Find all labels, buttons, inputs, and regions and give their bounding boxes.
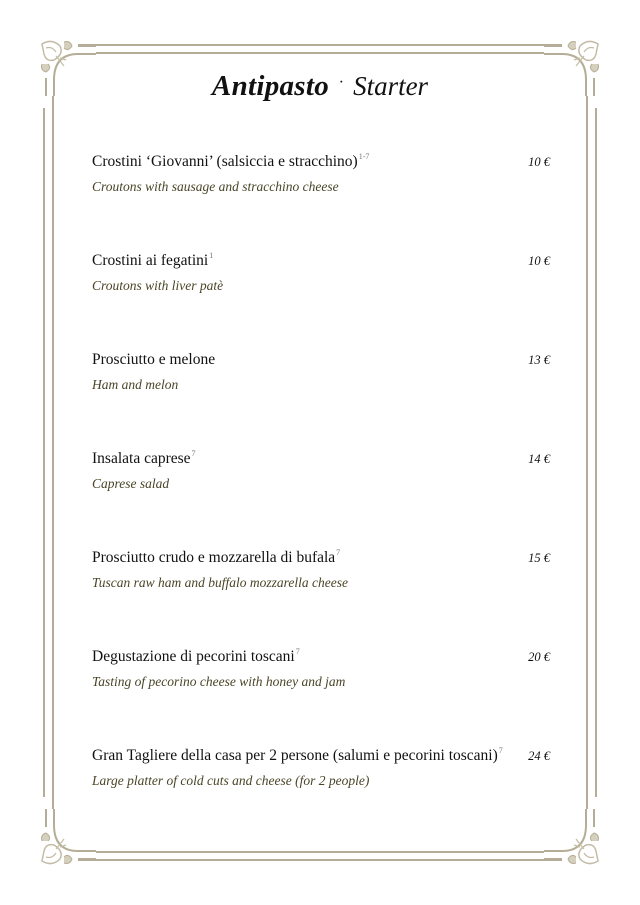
item-description: Tasting of pecorino cheese with honey and jam xyxy=(92,674,346,689)
item-name: Insalata caprese xyxy=(92,450,191,467)
item-name: Gran Tagliere della casa per 2 persone (salumi e pecorini toscani) xyxy=(92,747,498,764)
allergen-note: 7 xyxy=(498,746,503,755)
ornament-corner-bottom-right-icon xyxy=(542,807,602,867)
item-price: 10 € xyxy=(528,155,550,169)
item-price: 10 € xyxy=(528,254,550,268)
frame-left-inner xyxy=(52,96,54,809)
allergen-note: 7 xyxy=(191,449,196,458)
ornament-corner-bottom-left-icon xyxy=(38,807,98,867)
menu-item xyxy=(92,152,550,195)
item-description: Tuscan raw ham and buffalo mozzarella cheese xyxy=(92,575,348,590)
item-price: 15 € xyxy=(528,551,550,565)
item-name: Crostini ‘Giovanni’ (salsiccia e stracchino) xyxy=(92,153,358,170)
item-name: Prosciutto crudo e mozzarella di bufala xyxy=(92,549,336,566)
menu-item xyxy=(92,449,550,492)
item-description: Croutons with liver patè xyxy=(92,278,224,293)
frame-bottom-outer xyxy=(78,859,562,861)
frame-top-inner xyxy=(96,52,544,54)
menu-item xyxy=(92,647,550,690)
menu-item xyxy=(92,746,550,789)
allergen-note: 7 xyxy=(336,548,341,557)
title-english: Starter xyxy=(353,71,429,101)
item-price: 24 € xyxy=(528,749,550,763)
item-price: 13 € xyxy=(528,353,550,367)
menu-item xyxy=(92,350,550,393)
allergen-note: 1-7 xyxy=(358,152,370,161)
frame-left-outer xyxy=(43,108,45,797)
item-price: 14 € xyxy=(528,452,550,466)
frame-right-outer xyxy=(595,108,597,797)
item-name: Degustazione di pecorini toscani xyxy=(92,648,295,665)
frame-top-outer xyxy=(78,44,562,46)
allergen-note: 7 xyxy=(295,647,300,656)
frame-bottom-inner xyxy=(96,851,544,853)
item-name: Prosciutto e melone xyxy=(92,351,216,368)
title-italian: Antipasto xyxy=(211,70,330,102)
page-title xyxy=(0,70,640,103)
item-description: Ham and melon xyxy=(92,377,179,392)
allergen-note: 1 xyxy=(209,251,214,260)
item-price: 20 € xyxy=(528,650,550,664)
item-description: Caprese salad xyxy=(92,476,170,491)
frame-right-inner xyxy=(586,96,588,809)
item-name: Crostini ai fegatini xyxy=(92,252,209,269)
menu-item xyxy=(92,548,550,591)
item-description: Large platter of cold cuts and cheese (for 2 people) xyxy=(92,773,370,788)
menu-item xyxy=(92,251,550,294)
title-separator: · xyxy=(339,74,344,91)
item-description: Croutons with sausage and stracchino cheese xyxy=(92,179,339,194)
